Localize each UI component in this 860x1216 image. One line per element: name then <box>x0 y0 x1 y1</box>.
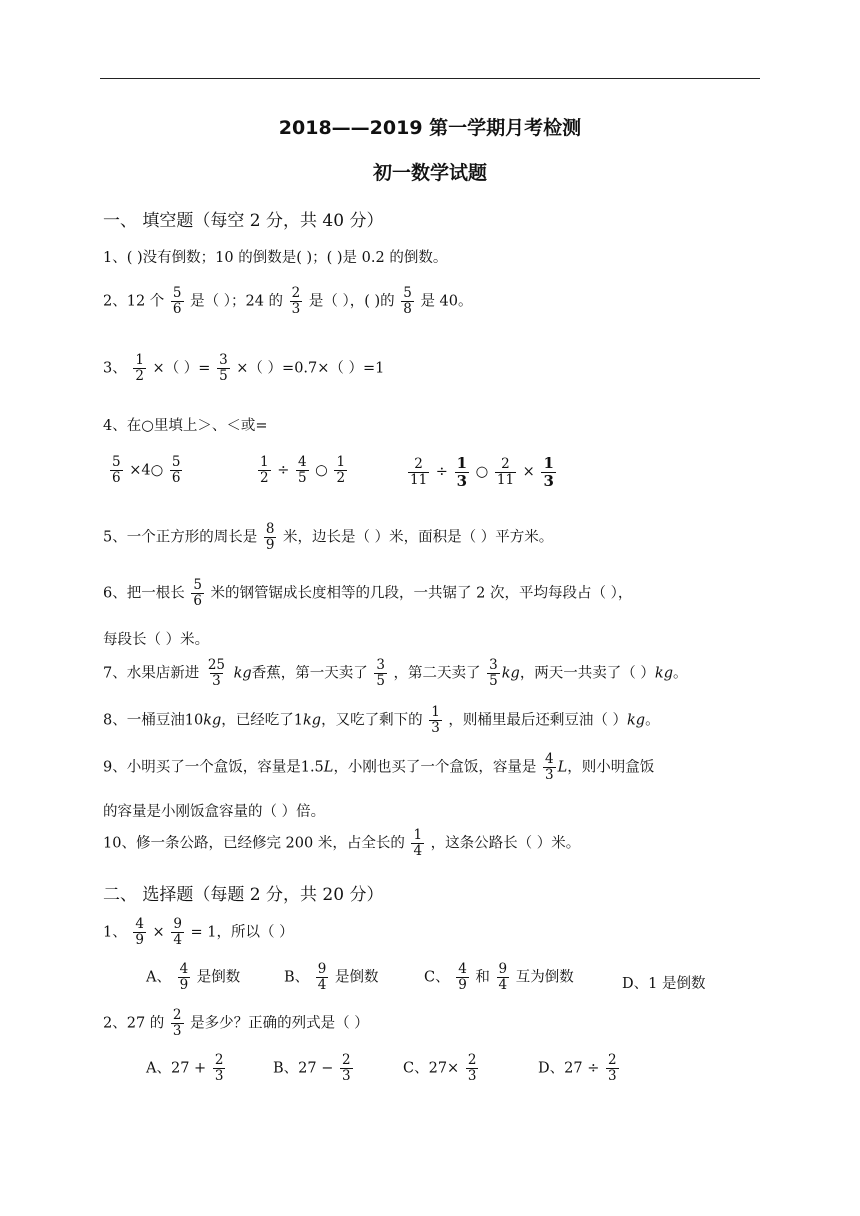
fraction: $\frac{5}{6}$ <box>172 285 182 317</box>
question-1-1: 1、( )没有倒数；10 的倒数是( )；( )是 0.2 的倒数。 <box>103 250 448 266</box>
question-1-5: 5、一个正方形的周长是 $\frac{8}{9}$ 米，边长是（ ）米，面积是（ ）平方米。 <box>103 521 554 553</box>
compare-expr-3: $\frac{2}{11}$ ÷ $\frac{1}{3}$ ○ $\frac{2}{11}$ × $\frac{1}{3}$ <box>410 454 554 490</box>
choice-2-2-b[interactable]: B、27 − $\frac{2}{3}$ <box>273 1052 351 1084</box>
question-1-10: 10、修一条公路，已经修完 200 米，占全长的 $\frac{1}{4}$ ，这条公路长（ ）米。 <box>103 827 581 859</box>
header-rule <box>100 78 760 79</box>
question-1-3: 3、 $\frac{1}{2}$ ×（ ）= $\frac{3}{5}$ ×（ ）=0.7×（ ）=1 <box>103 352 385 384</box>
compare-expr-2: $\frac{1}{2}$ ÷ $\frac{4}{5}$ ○ $\frac{1}{2}$ <box>260 454 346 486</box>
choice-2-2-a[interactable]: A、27 + $\frac{2}{3}$ <box>146 1052 224 1084</box>
choice-2-1-b[interactable]: B、 $\frac{9}{4}$ 是倒数 <box>284 961 379 993</box>
question-1-6: 6、把一根长 $\frac{5}{6}$ 米的钢管锯成长度相等的几段，一共锯了 2 次，平均每段占（ ）， <box>103 577 633 609</box>
choice-2-2-c[interactable]: C、27× $\frac{2}{3}$ <box>403 1052 477 1084</box>
question-1-9: 9、小明买了一个盒饭，容量是1.5L，小刚也买了一个盒饭，容量是 $\frac{4}{3}$ L，则小明盒饭 <box>103 751 655 783</box>
section2-heading: 二、 选择题（每题 2 分，共 20 分） <box>103 885 384 905</box>
choice-2-1-a[interactable]: A、 $\frac{4}{9}$ 是倒数 <box>146 961 241 993</box>
section1-heading: 一、 填空题（每空 2 分，共 40 分） <box>103 211 384 231</box>
fraction: $\frac{1}{2}$ <box>135 352 144 384</box>
question-1-8: 8、一桶豆油10kg，已经吃了1kg，又吃了剩下的 $\frac{1}{3}$ ，则桶里最后还剩豆油（ ）kg。 <box>103 704 660 736</box>
exam-title: 2018——2019 第一学期月考检测 <box>278 117 582 139</box>
question-2-2: 2、27 的 $\frac{2}{3}$ 是多少？正确的列式是（ ） <box>103 1007 369 1039</box>
question-1-4: 4、在○里填上＞、＜或= <box>103 418 268 434</box>
question-2-1: 1、 $\frac{4}{9}$ × $\frac{9}{4}$ = 1，所以（ ） <box>103 916 294 948</box>
exam-subtitle: 初一数学试题 <box>372 162 487 184</box>
fraction: $\frac{2}{3}$ <box>291 285 301 317</box>
fraction: $\frac{5}{8}$ <box>403 285 412 317</box>
fraction: $\frac{3}{5}$ <box>219 352 228 384</box>
choice-2-1-d[interactable]: D、1 是倒数 <box>622 976 706 992</box>
compare-expr-1: $\frac{5}{6}$ ×4○ $\frac{5}{6}$ <box>112 454 181 486</box>
choice-2-1-c[interactable]: C、 $\frac{4}{9}$ 和 $\frac{9}{4}$ 互为倒数 <box>424 961 574 993</box>
question-1-2: 2、12 个 $\frac{5}{6}$ 是（ ）；24 的 $\frac{2}{3}$ 是（ ），( )的 $\frac{5}{8}$ 是 40。 <box>103 285 473 317</box>
question-1-7: 7、水果店新进 $\frac{25}{3}$ kg香蕉，第一天卖了 $\frac{3}{5}$ ，第二天卖了 $\frac{3}{5}$ kg，两天一共卖了（ ）kg。 <box>103 657 688 689</box>
choice-2-2-d[interactable]: D、27 ÷ $\frac{2}{3}$ <box>538 1052 617 1084</box>
question-1-9-line2: 的容量是小刚饭盒容量的（ ）倍。 <box>103 804 326 820</box>
question-1-6-line2: 每段长（ ）米。 <box>103 632 210 648</box>
